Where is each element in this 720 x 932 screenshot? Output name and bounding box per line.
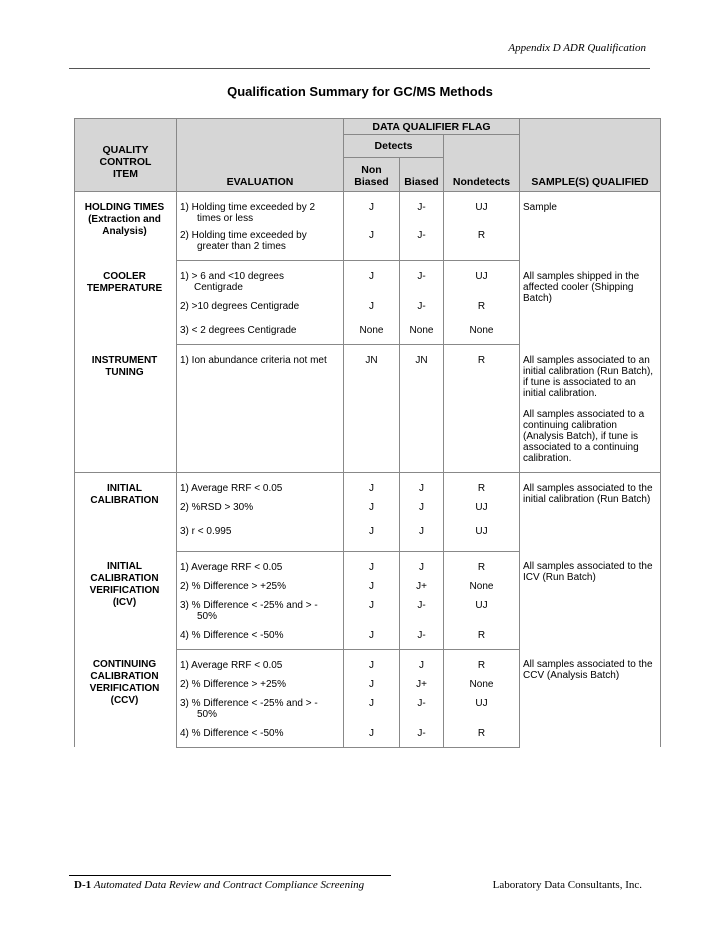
non-biased-cell: J (344, 592, 400, 622)
evaluation-cell (177, 472, 344, 494)
evaluation-text-cont: greater than 2 times (197, 241, 286, 252)
samples-text: All samples associated to a continuing calibration (Analysis Batch), if tune is associated to a continuing calibration. (523, 408, 645, 464)
non-biased-cell: J (344, 513, 400, 552)
nondetects-cell: R (444, 224, 520, 261)
qc-item-cell (75, 261, 177, 345)
qc-item-line: Analysis) (102, 226, 147, 237)
non-biased-cell: J (344, 622, 400, 650)
qc-item-line: COOLER (103, 270, 146, 282)
samples-cell: All samples shipped in the affected cooler (Shipping Batch) (520, 261, 661, 345)
qc-item-cell (75, 649, 177, 747)
samples-cell: All samples associated to the CCV (Analysis Batch) (520, 649, 661, 747)
evaluation-cell (177, 573, 344, 592)
non-biased-header (344, 158, 400, 192)
qc-item-header-line: QUALITY (102, 144, 149, 156)
evaluation-cell (177, 551, 344, 573)
non-biased-cell: J (344, 690, 400, 720)
page-number: D-1 (74, 879, 92, 891)
nondetects-cell: UJ (444, 494, 520, 513)
qc-item-line: INSTRUMENT (91, 354, 158, 366)
nondetects-cell: None (444, 573, 520, 592)
table-row (75, 472, 661, 494)
biased-cell: J (400, 513, 444, 552)
non-biased-cell: J (344, 261, 400, 294)
evaluation-text: 1) Average RRF < 0.05 (180, 561, 283, 573)
biased-cell: J+ (400, 573, 444, 592)
qc-item-header-line: CONTROL (99, 156, 152, 168)
evaluation-text: 2) % Difference > +25% (180, 580, 286, 592)
evaluation-text-cont: 50% (197, 610, 218, 622)
qc-item-cell (75, 345, 177, 473)
qc-item-cell (75, 192, 177, 261)
biased-cell: J (400, 472, 444, 494)
non-biased-header-line: Biased (354, 176, 389, 188)
qc-item-line: (ICV) (112, 597, 137, 608)
biased-cell: J (400, 494, 444, 513)
nondetects-cell: R (444, 622, 520, 650)
evaluation-cell (177, 649, 344, 671)
qc-item-line: CONTINUING (92, 659, 157, 670)
table-row (75, 345, 661, 473)
qc-item-cell (75, 472, 177, 551)
non-biased-cell: J (344, 472, 400, 494)
evaluation-text: 3) % Difference < -25% and > - (180, 599, 318, 611)
nondetects-header: Nondetects (444, 135, 520, 192)
evaluation-cell (177, 720, 344, 748)
biased-cell: JN (400, 345, 444, 473)
nondetects-cell: R (444, 472, 520, 494)
evaluation-text: 4) % Difference < -50% (180, 629, 284, 641)
qc-item-line: HOLDING TIMES (84, 202, 165, 213)
data-qualifier-flag-header: DATA QUALIFIER FLAG (344, 119, 520, 135)
evaluation-text: 1) Average RRF < 0.05 (180, 482, 283, 494)
evaluation-text: 1) Holding time exceeded by 2 (180, 202, 316, 213)
non-biased-cell: J (344, 649, 400, 671)
non-biased-cell: J (344, 224, 400, 261)
evaluation-cell (177, 494, 344, 513)
nondetects-cell: R (444, 551, 520, 573)
nondetects-cell: UJ (444, 261, 520, 294)
non-biased-cell: J (344, 551, 400, 573)
biased-header: Biased (400, 158, 444, 192)
evaluation-text: 2) Holding time exceeded by (180, 230, 307, 241)
evaluation-text-cont: times or less (197, 213, 254, 224)
biased-cell: J- (400, 592, 444, 622)
table-row (75, 261, 661, 294)
evaluation-cell (177, 513, 344, 552)
biased-cell: J- (400, 690, 444, 720)
biased-cell: None (400, 312, 444, 345)
evaluation-text-cont: 50% (197, 708, 218, 720)
qc-item-header-line: ITEM (112, 168, 139, 180)
qc-item-line: INITIAL (107, 561, 142, 572)
qc-item-line: CALIBRATION (90, 671, 159, 682)
evaluation-text: 3) < 2 degrees Centigrade (180, 325, 297, 336)
running-header: Appendix D ADR Qualification (508, 42, 646, 54)
biased-cell: J- (400, 261, 444, 294)
footer-rule (69, 875, 391, 876)
qc-item-line: TEMPERATURE (86, 282, 163, 294)
evaluation-header: EVALUATION (177, 119, 344, 192)
qc-item-cell (75, 551, 177, 649)
non-biased-cell: J (344, 293, 400, 312)
evaluation-cell (177, 312, 344, 345)
qc-item-header (75, 119, 177, 192)
samples-cell: All samples associated to the ICV (Run Batch) (520, 551, 661, 649)
non-biased-cell: J (344, 671, 400, 690)
evaluation-cell (177, 592, 344, 622)
qc-item-line: CALIBRATION (90, 573, 159, 584)
non-biased-cell: None (344, 312, 400, 345)
qc-item-line: (Extraction and (88, 214, 161, 225)
evaluation-text: 1) > 6 and <10 degrees (180, 271, 284, 282)
footer-left (74, 879, 364, 891)
non-biased-cell: J (344, 573, 400, 592)
biased-cell: J- (400, 293, 444, 312)
nondetects-cell: None (444, 312, 520, 345)
nondetects-cell: R (444, 345, 520, 473)
biased-cell: J- (400, 720, 444, 748)
nondetects-cell: UJ (444, 592, 520, 622)
nondetects-cell: None (444, 671, 520, 690)
evaluation-cell (177, 690, 344, 720)
evaluation-text: 4) % Difference < -50% (180, 727, 284, 739)
evaluation-cell (177, 622, 344, 650)
nondetects-cell: R (444, 649, 520, 671)
biased-cell: J- (400, 622, 444, 650)
evaluation-cell (177, 224, 344, 261)
non-biased-cell: J (344, 192, 400, 225)
evaluation-cell (177, 345, 344, 473)
evaluation-text: 2) >10 degrees Centigrade (180, 301, 300, 312)
qc-item-line: (CCV) (110, 695, 139, 706)
table-row (75, 192, 661, 225)
evaluation-cell (177, 192, 344, 225)
header-rule (69, 68, 650, 69)
qualification-table (74, 118, 661, 748)
document-title: Automated Data Review and Contract Compliance Screening (93, 879, 365, 891)
page-title: Qualification Summary for GC/MS Methods (227, 84, 493, 99)
evaluation-cell (177, 293, 344, 312)
evaluation-text: 1) Average RRF < 0.05 (180, 659, 283, 671)
biased-cell: J (400, 551, 444, 573)
nondetects-cell: UJ (444, 192, 520, 225)
samples-cell: All samples associated to the initial calibration (Run Batch) (520, 472, 661, 551)
qc-item-line: TUNING (105, 366, 144, 378)
evaluation-text: 1) Ion abundance criteria not met (180, 355, 327, 366)
non-biased-header-line: Non (361, 164, 382, 176)
biased-cell: J- (400, 192, 444, 225)
non-biased-cell: J (344, 720, 400, 748)
qc-item-line: VERIFICATION (89, 683, 160, 694)
qc-item-line: INITIAL (107, 482, 142, 494)
nondetects-cell: R (444, 293, 520, 312)
evaluation-cell (177, 671, 344, 690)
qc-item-line: VERIFICATION (89, 585, 160, 596)
nondetects-cell: UJ (444, 690, 520, 720)
table-row (75, 649, 661, 671)
evaluation-cell (177, 261, 344, 294)
samples-cell: Sample (520, 192, 661, 261)
evaluation-text: 2) %RSD > 30% (180, 501, 254, 513)
evaluation-text: 3) % Difference < -25% and > - (180, 697, 318, 709)
biased-cell: J (400, 649, 444, 671)
samples-text: All samples associated to an initial calibration (Run Batch), if tune is associated to an initial calibration. (523, 354, 654, 399)
evaluation-text: 3) r < 0.995 (180, 525, 232, 537)
evaluation-text-cont: Centigrade (194, 282, 243, 293)
detects-header: Detects (344, 135, 444, 158)
evaluation-text: 2) % Difference > +25% (180, 678, 286, 690)
company-name: Laboratory Data Consultants, Inc. (492, 879, 642, 891)
non-biased-cell: JN (344, 345, 400, 473)
qc-item-line: CALIBRATION (90, 494, 159, 506)
nondetects-cell: R (444, 720, 520, 748)
non-biased-cell: J (344, 494, 400, 513)
samples-qualified-header: SAMPLE(S) QUALIFIED (520, 119, 661, 192)
biased-cell: J- (400, 224, 444, 261)
biased-cell: J+ (400, 671, 444, 690)
samples-cell (520, 345, 661, 473)
table-row (75, 551, 661, 573)
nondetects-cell: UJ (444, 513, 520, 552)
